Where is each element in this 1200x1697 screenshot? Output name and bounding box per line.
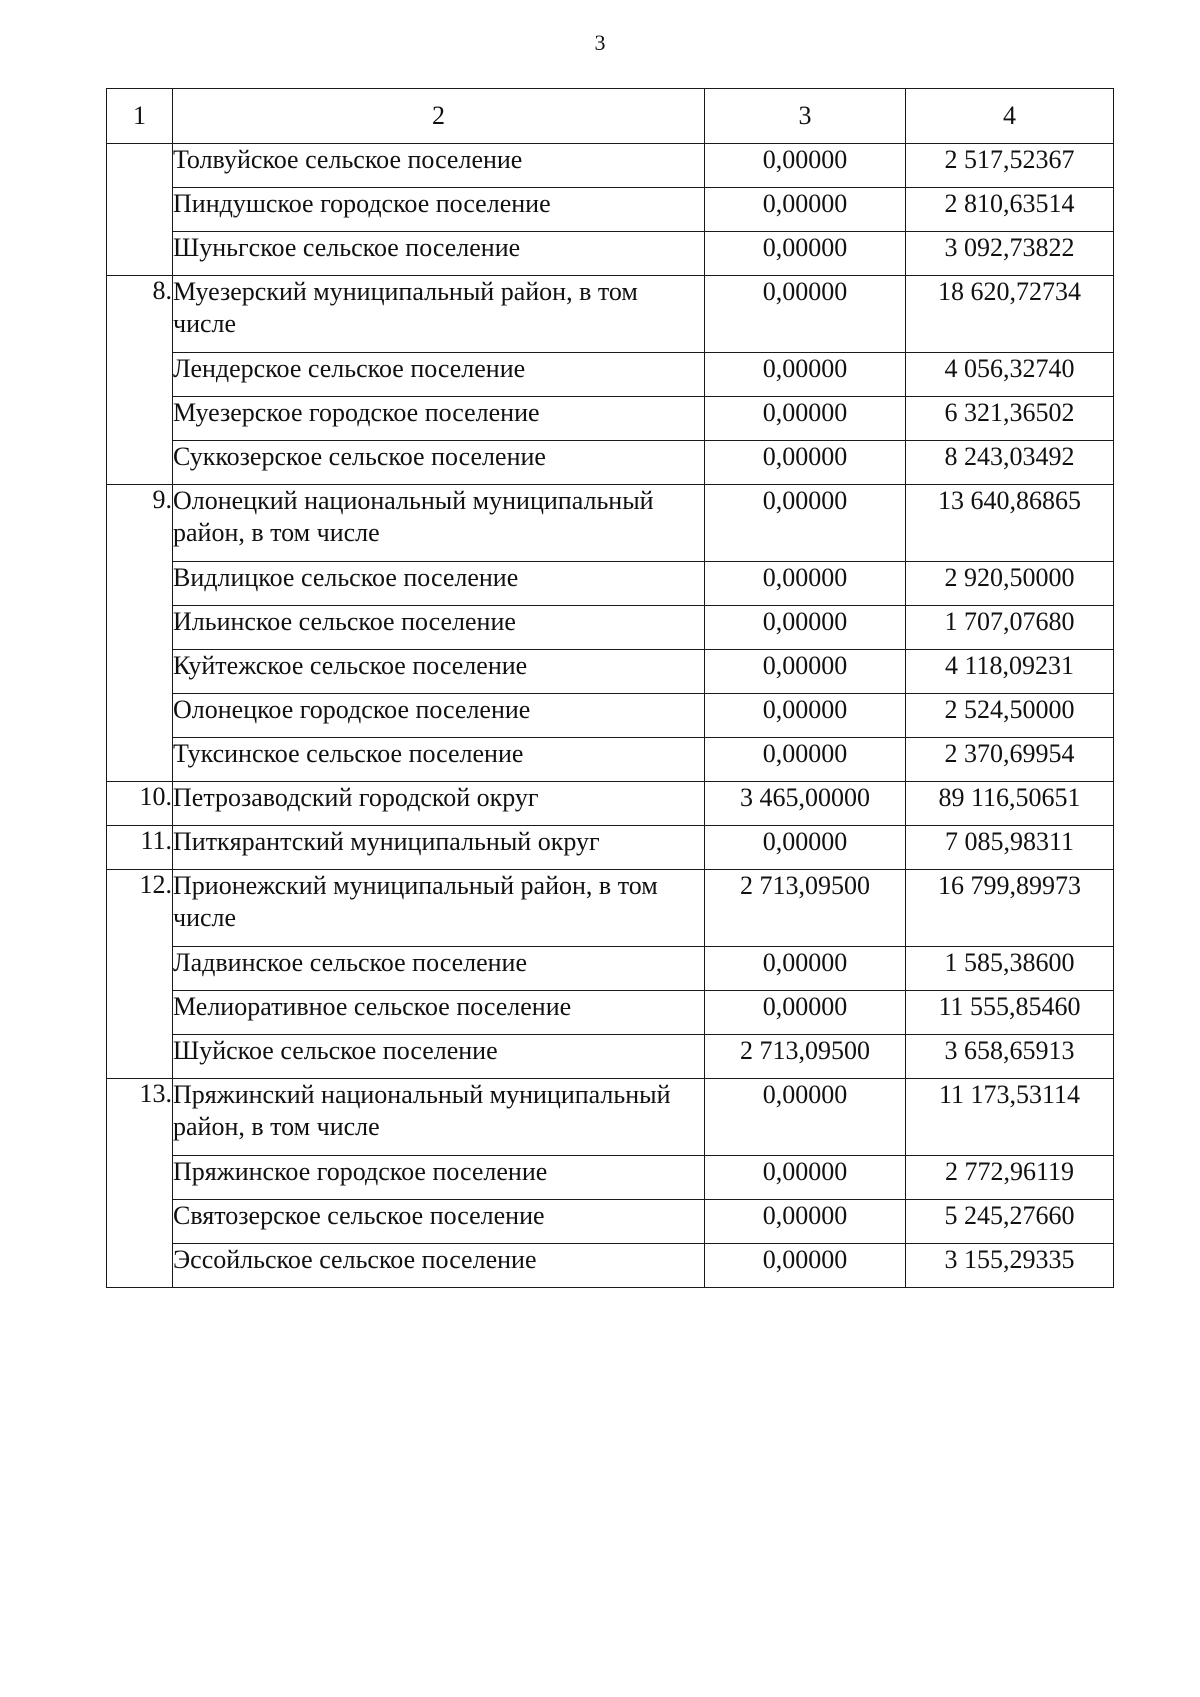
header-cell-3: 3 [705, 89, 906, 144]
row-name-cell: Пряжинский национальный муниципальный район, в том числе [173, 1079, 705, 1156]
row-value-col3: 3 465,00000 [705, 782, 906, 826]
row-number-cell: 8. [107, 276, 173, 485]
row-name-cell: Пряжинское городское поселение [173, 1156, 705, 1200]
row-value-col3: 2 713,09500 [705, 1035, 906, 1079]
row-value-col4: 2 524,50000 [906, 694, 1114, 738]
row-value-col4: 16 799,89973 [906, 870, 1114, 947]
row-value-col3: 0,00000 [705, 188, 906, 232]
row-value-col4: 5 245,27660 [906, 1200, 1114, 1244]
row-value-col4: 11 555,85460 [906, 991, 1114, 1035]
row-number-cell: 13. [107, 1079, 173, 1288]
row-value-col4: 8 243,03492 [906, 441, 1114, 485]
row-name-cell: Толвуйское сельское поселение [173, 144, 705, 188]
table-row [107, 397, 1114, 441]
row-value-col4: 3 658,65913 [906, 1035, 1114, 1079]
row-number-cell [107, 144, 173, 276]
row-value-col3: 2 713,09500 [705, 870, 906, 947]
row-name-cell: Муезерское городское поселение [173, 397, 705, 441]
row-name-cell: Питкярантский муниципальный округ [173, 826, 705, 870]
row-value-col3: 0,00000 [705, 650, 906, 694]
table-row [107, 441, 1114, 485]
page-number: 3 [594, 30, 606, 55]
table-row [107, 1156, 1114, 1200]
table-row [107, 1079, 1114, 1156]
row-name-cell: Петрозаводский городской округ [173, 782, 705, 826]
table-row [107, 562, 1114, 606]
row-value-col4: 1 585,38600 [906, 947, 1114, 991]
row-value-col3: 0,00000 [705, 232, 906, 276]
row-value-col3: 0,00000 [705, 738, 906, 782]
row-value-col4: 4 056,32740 [906, 353, 1114, 397]
row-name-cell: Прионежский муниципальный район, в том числе [173, 870, 705, 947]
header-cell-1: 1 [107, 89, 173, 144]
row-value-col4: 2 517,52367 [906, 144, 1114, 188]
row-value-col3: 0,00000 [705, 1200, 906, 1244]
row-value-col4: 2 810,63514 [906, 188, 1114, 232]
row-value-col3: 0,00000 [705, 826, 906, 870]
row-value-col4: 89 116,50651 [906, 782, 1114, 826]
table-row [107, 1035, 1114, 1079]
row-name-cell: Шуйское сельское поселение [173, 1035, 705, 1079]
table-row [107, 188, 1114, 232]
table-row [107, 1244, 1114, 1288]
table-header-row [107, 89, 1114, 144]
table-body [107, 144, 1114, 1288]
row-value-col4: 3 155,29335 [906, 1244, 1114, 1288]
row-value-col4: 2 920,50000 [906, 562, 1114, 606]
table-row [107, 826, 1114, 870]
table-row [107, 353, 1114, 397]
table-row [107, 1200, 1114, 1244]
table-row [107, 232, 1114, 276]
row-value-col3: 0,00000 [705, 1156, 906, 1200]
row-value-col4: 3 092,73822 [906, 232, 1114, 276]
table-row [107, 485, 1114, 562]
row-value-col3: 0,00000 [705, 276, 906, 353]
header-cell-4: 4 [906, 89, 1114, 144]
allocation-table [106, 88, 1114, 1288]
row-name-cell: Суккозерское сельское поселение [173, 441, 705, 485]
row-name-cell: Видлицкое сельское поселение [173, 562, 705, 606]
table-row [107, 276, 1114, 353]
row-value-col4: 2 772,96119 [906, 1156, 1114, 1200]
row-name-cell: Лендерское сельское поселение [173, 353, 705, 397]
row-value-col3: 0,00000 [705, 144, 906, 188]
row-value-col3: 0,00000 [705, 947, 906, 991]
table-row [107, 606, 1114, 650]
table-row [107, 870, 1114, 947]
row-name-cell: Пиндушское городское поселение [173, 188, 705, 232]
row-value-col3: 0,00000 [705, 694, 906, 738]
row-value-col4: 11 173,53114 [906, 1079, 1114, 1156]
table-row [107, 738, 1114, 782]
row-value-col4: 18 620,72734 [906, 276, 1114, 353]
row-value-col3: 0,00000 [705, 485, 906, 562]
table-row [107, 782, 1114, 826]
row-value-col4: 7 085,98311 [906, 826, 1114, 870]
row-value-col4: 4 118,09231 [906, 650, 1114, 694]
row-number-cell: 9. [107, 485, 173, 782]
row-name-cell: Ильинское сельское поселение [173, 606, 705, 650]
row-name-cell: Туксинское сельское поселение [173, 738, 705, 782]
row-name-cell: Шуньгское сельское поселение [173, 232, 705, 276]
row-value-col3: 0,00000 [705, 353, 906, 397]
row-name-cell: Олонецкий национальный муниципальный район, в том числе [173, 485, 705, 562]
row-name-cell: Олонецкое городское поселение [173, 694, 705, 738]
row-value-col3: 0,00000 [705, 991, 906, 1035]
row-value-col4: 6 321,36502 [906, 397, 1114, 441]
row-number-cell: 12. [107, 870, 173, 1079]
row-name-cell: Мелиоративное сельское поселение [173, 991, 705, 1035]
row-number-cell: 10. [107, 782, 173, 826]
row-name-cell: Муезерский муниципальный район, в том числе [173, 276, 705, 353]
table-row [107, 144, 1114, 188]
row-value-col3: 0,00000 [705, 562, 906, 606]
row-value-col3: 0,00000 [705, 397, 906, 441]
row-value-col3: 0,00000 [705, 1244, 906, 1288]
table-row [107, 947, 1114, 991]
row-name-cell: Эссойльское сельское поселение [173, 1244, 705, 1288]
row-name-cell: Куйтежское сельское поселение [173, 650, 705, 694]
row-value-col4: 13 640,86865 [906, 485, 1114, 562]
row-number-cell: 11. [107, 826, 173, 870]
row-value-col3: 0,00000 [705, 1079, 906, 1156]
row-value-col4: 2 370,69954 [906, 738, 1114, 782]
row-name-cell: Ладвинское сельское поселение [173, 947, 705, 991]
table-row [107, 991, 1114, 1035]
row-value-col3: 0,00000 [705, 441, 906, 485]
table-row [107, 650, 1114, 694]
row-value-col4: 1 707,07680 [906, 606, 1114, 650]
row-name-cell: Святозерское сельское поселение [173, 1200, 705, 1244]
row-value-col3: 0,00000 [705, 606, 906, 650]
header-cell-2: 2 [173, 89, 705, 144]
table-row [107, 694, 1114, 738]
